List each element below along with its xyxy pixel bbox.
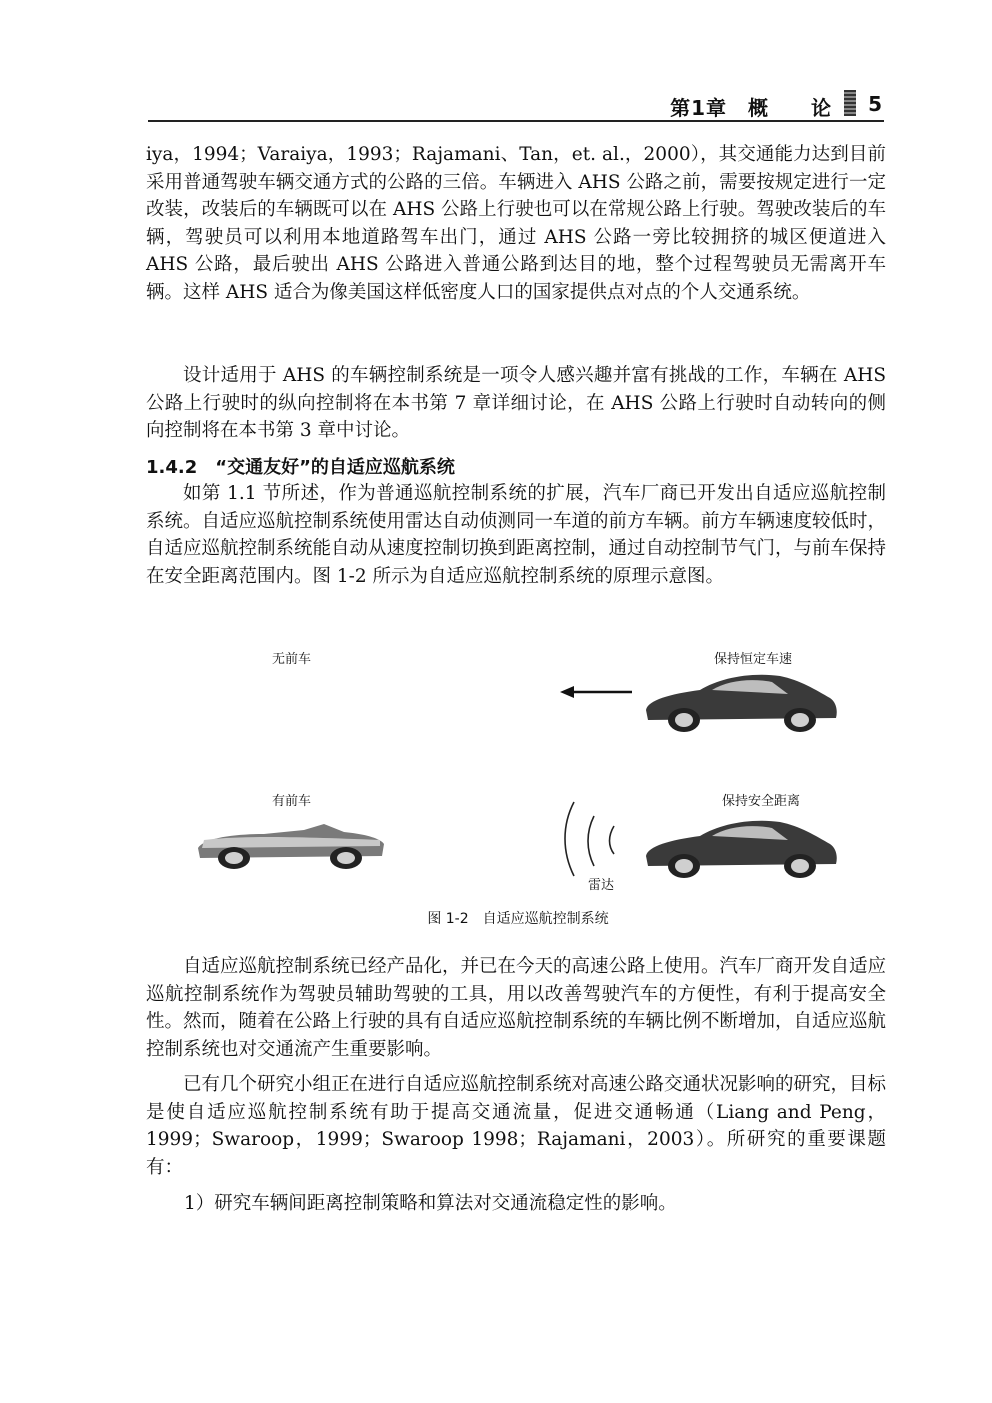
- figure-1-2: [148, 640, 888, 940]
- label-radar: 雷达: [588, 878, 615, 893]
- page-number: 5: [868, 92, 882, 116]
- figure-caption: 图 1-2 自适应巡航控制系统: [427, 911, 609, 927]
- list-item-1: 1）研究车辆间距离控制策略和算法对交通流稳定性的影响。: [184, 1193, 677, 1214]
- paragraph-2: 设计适用于 AHS 的车辆控制系统是一项令人感兴趣并富有挑战的工作，车辆在 AHS 公路上行驶时的纵向控制将在本书第 7 章详细讨论，在 AHS 公路上行驶时自动转向的侧向控制将在本书第 3 章中讨论。: [146, 365, 886, 442]
- paragraph-4: 自适应巡航控制系统已经产品化，并已在今天的高速公路上使用。汽车厂商开发自适应巡航控制系统作为驾驶员辅助驾驶的工具，用以改善驾驶汽车的方便性，有利于提高安全性。然而，随着在公路上行驶的具有自适应巡航控制系统的车辆比例不断增加，自适应巡航控制系统也对交通流产生重要影响。: [146, 956, 887, 1060]
- car-safe-distance: [646, 821, 837, 878]
- label-no-front-car: 无前车: [272, 652, 312, 667]
- paragraph-5: 已有几个研究小组正在进行自适应巡航控制系统对高速公路交通状况影响的研究，目标是使自适应巡航控制系统有助于提高交通流量，促进交通畅通（Liang and Peng，1999；Swaroop，1999；Swaroop 1998；Rajamani，2003）。所研究的重要课题有：: [146, 1074, 887, 1178]
- direction-arrow: [560, 686, 632, 698]
- label-front-car: 有前车: [272, 794, 312, 809]
- running-header: [148, 88, 884, 122]
- radar-waves: [565, 802, 614, 876]
- car-constant-speed: [646, 675, 837, 732]
- car-front: [198, 824, 384, 869]
- chapter-title: 第1章 概 论: [670, 96, 832, 120]
- label-safe-distance: 保持安全距离: [722, 794, 801, 809]
- header-marker: [844, 90, 856, 116]
- label-constant-speed: 保持恒定车速: [714, 652, 793, 667]
- figure-graphics: [148, 640, 888, 900]
- paragraph-3: 如第 1.1 节所述，作为普通巡航控制系统的扩展，汽车厂商已开发出自适应巡航控制系统。自适应巡航控制系统使用雷达自动侦测同一车道的前方车辆。前方车辆速度较低时，自适应巡航控制系统能自动从速度控制切换到距离控制，通过自动控制节气门，与前车保持在安全距离范围内。图 1-2 所示为自适应巡航控制系统的原理示意图。: [146, 483, 887, 587]
- section-heading: 1.4.2 “交通友好”的自适应巡航系统: [146, 457, 455, 478]
- paragraph-1: iya，1994；Varaiya，1993；Rajamani、Tan，et. al.，2000），其交通能力达到目前采用普通驾驶车辆交通方式的公路的三倍。车辆进入 AHS 公路之前，需要按规定进行一定改装，改装后的车辆既可以在 AHS 公路上行驶也可以在常规公路上行驶。驾驶改装后的车辆，驾驶员可以利用本地道路驾车出门，通过 AHS 公路一旁比较拥挤的城区便道进入 AHS 公路，最后驶出 AHS 公路进入普通公路到达目的地，整个过程驾驶员无需离开车辆。这样 AHS 适合为像美国这样低密度人口的国家提供点对点的个人交通系统。: [146, 144, 886, 303]
